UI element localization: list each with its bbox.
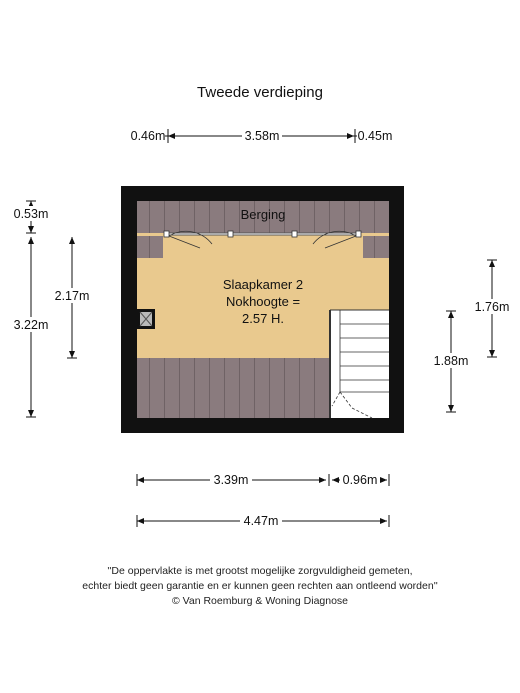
dim-top-left: 0.46m: [130, 129, 166, 143]
floor-title: Tweede verdieping: [197, 84, 323, 101]
dim-top-right: 0.45m: [357, 129, 393, 143]
dim-right-upper: 1.76m: [474, 300, 510, 314]
bedroom-label: Slaapkamer 2: [222, 277, 304, 292]
bedroom-note-2: 2.57 H.: [242, 311, 284, 326]
dim-right-lower: 1.88m: [433, 354, 469, 368]
staircase: [330, 310, 389, 418]
disclaimer-line-2: echter biedt geen garantie en er kunnen geen rechten aan ontleend worden'': [82, 580, 438, 592]
dim-top-mid: 3.58m: [244, 129, 280, 143]
dim-left-small: 0.53m: [13, 207, 49, 221]
slope-patch-left: [137, 236, 163, 258]
slope-patch-right: [363, 236, 389, 258]
bottom-slope: [137, 358, 330, 418]
disclaimer-line-1: ''De oppervlakte is met grootst mogelijke zorgvuldigheid gemeten,: [107, 565, 413, 577]
dim-left-inner: 2.17m: [54, 289, 90, 303]
dim-bottom-total: 4.47m: [243, 514, 279, 528]
disclaimer: [0, 564, 520, 609]
dim-bottom-right: 0.96m: [342, 473, 378, 487]
dimension-left: [26, 201, 77, 417]
bedroom-note-1: Nokhoogte =: [225, 294, 301, 309]
dim-left-total: 3.22m: [13, 318, 49, 332]
storage-label: Berging: [240, 207, 286, 222]
dimension-right: [446, 260, 497, 412]
copyright: © Van Roemburg & Woning Diagnose: [171, 595, 349, 607]
dim-bottom-left: 3.39m: [213, 473, 249, 487]
